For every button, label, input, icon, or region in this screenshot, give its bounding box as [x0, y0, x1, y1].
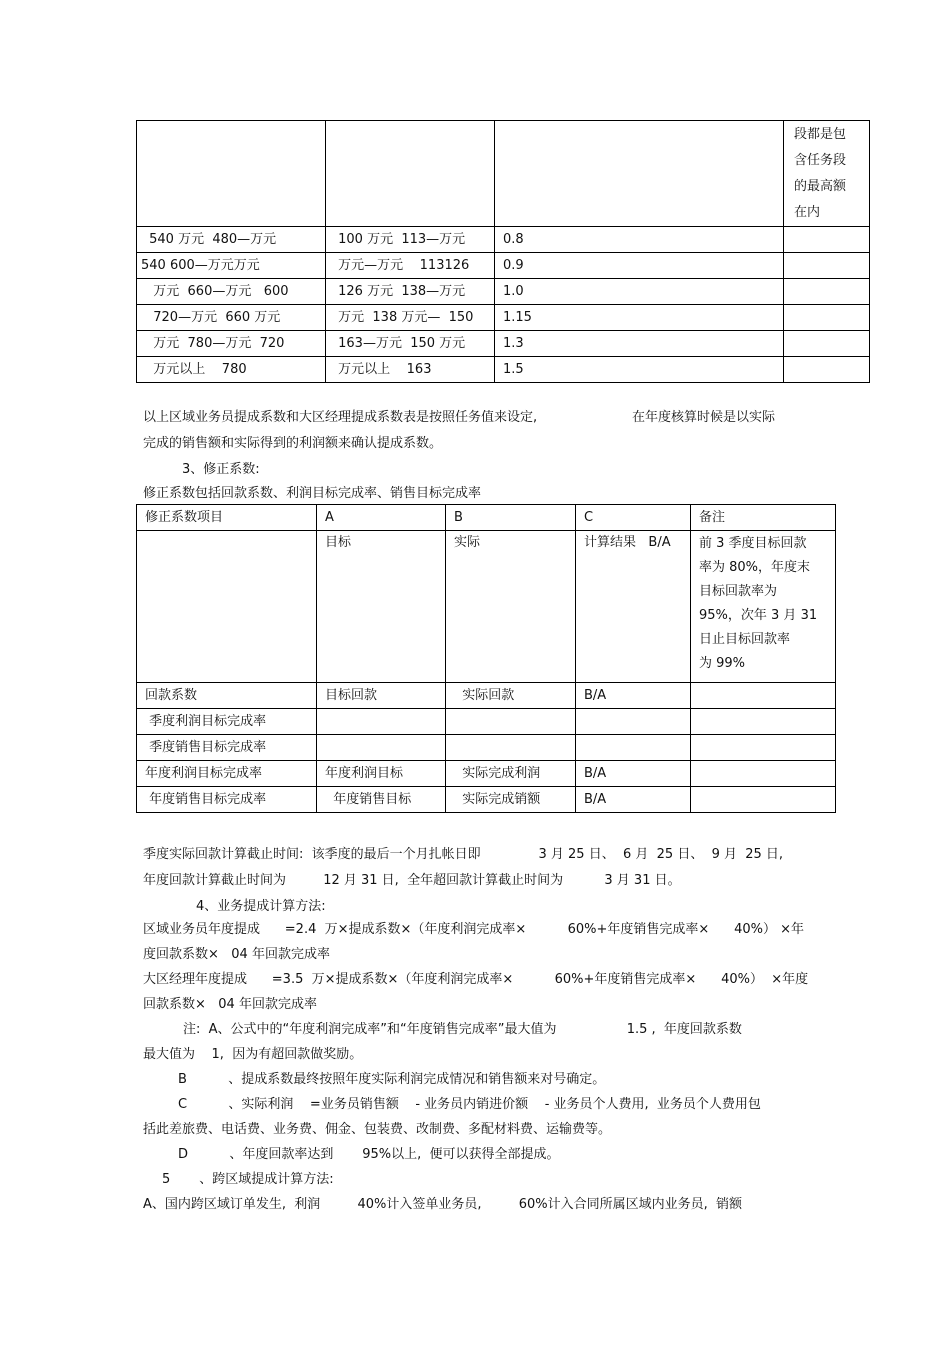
- section-heading: 3、修正系数:: [182, 462, 260, 477]
- correction-coefficient-table: [136, 504, 836, 813]
- table-header-row: [137, 505, 836, 531]
- table-cell: 万元 780—万元 720: [137, 331, 326, 357]
- paragraph-line: 年度回款计算截止时间为 12 月 31 日, 全年超回款计算截止时间为 3 月 31 日。: [143, 873, 681, 888]
- table-cell: 回款系数: [137, 683, 317, 709]
- table-cell: 0.8: [495, 227, 784, 253]
- table-note-cell: [784, 121, 870, 227]
- table-cell: [784, 331, 870, 357]
- paragraph-line: 最大值为 1, 因为有超回款做奖励。: [143, 1047, 363, 1062]
- cell-text: [145, 531, 316, 535]
- table-cell: 实际完成销额: [446, 787, 576, 813]
- table-cell: [784, 253, 870, 279]
- table-cell: 万元以上 780: [137, 357, 326, 383]
- remark-line: 日止目标回款率: [699, 632, 791, 647]
- table-cell: 1.15: [495, 305, 784, 331]
- table-cell: [317, 709, 446, 735]
- table-cell: [691, 683, 836, 709]
- table-cell: 1.5: [495, 357, 784, 383]
- paragraph-line: 以上区域业务员提成系数和大区经理提成系数表是按照任务值来设定,: [143, 410, 538, 425]
- table-cell: [691, 709, 836, 735]
- table-cell: 实际回款: [446, 683, 576, 709]
- table-cell: [576, 531, 691, 683]
- table-cell: [495, 121, 784, 227]
- table-row: [137, 121, 870, 227]
- paragraph-line: A、国内跨区域订单发生, 利润 40%计入签单业务员, 60%计入合同所属区域内业务员, 销额: [143, 1197, 742, 1212]
- table-row: [137, 331, 870, 357]
- table-row: [137, 279, 870, 305]
- table-cell: [446, 709, 576, 735]
- table-cell: [784, 305, 870, 331]
- remark-line: 为 99%: [699, 656, 746, 671]
- table-cell: [784, 227, 870, 253]
- table-cell: [691, 761, 836, 787]
- table-cell: [137, 121, 326, 227]
- table-row: [137, 531, 836, 683]
- table-header-cell: C: [576, 505, 691, 531]
- table-cell: 季度销售目标完成率: [137, 735, 317, 761]
- table-cell: 0.9: [495, 253, 784, 279]
- table-cell: 万元 660—万元 600: [137, 279, 326, 305]
- table-row: [137, 305, 870, 331]
- table-cell: B/A: [576, 787, 691, 813]
- table-row: [137, 735, 836, 761]
- paragraph-line: 回款系数× 04 年回款完成率: [143, 997, 317, 1012]
- table-row: [137, 227, 870, 253]
- remark-line: 目标回款率为: [699, 584, 778, 599]
- cell-text: 目标: [325, 535, 352, 550]
- table-cell: [576, 735, 691, 761]
- table-cell: 126 万元 138—万元: [326, 279, 495, 305]
- commission-coefficient-table: [136, 120, 870, 383]
- table-cell: 年度利润目标: [317, 761, 446, 787]
- table-cell: 目标回款: [317, 683, 446, 709]
- paragraph-line: D 、年度回款率达到 95%以上, 便可以获得全部提成。: [178, 1147, 560, 1162]
- note-line: 含任务段: [794, 153, 847, 168]
- remark-line: 前 3 季度目标回款: [699, 536, 807, 551]
- table-cell: [446, 735, 576, 761]
- table-row: [137, 709, 836, 735]
- table-cell: [326, 121, 495, 227]
- table-cell: [137, 531, 317, 683]
- remark-line: 率为 80%，年度末: [699, 560, 811, 575]
- table-row: [137, 761, 836, 787]
- table-cell: 540 万元 480—万元: [137, 227, 326, 253]
- paragraph-line: 区域业务员年度提成 =2.4 万×提成系数×（年度利润完成率× 60%+年度销售完成率× 40%） ×年: [143, 922, 805, 937]
- cell-text: 实际: [454, 535, 481, 550]
- note-line: 在内: [794, 205, 821, 220]
- note-line: 段都是包: [794, 127, 847, 142]
- paragraph-line: 大区经理年度提成 =3.5 万×提成系数×（年度利润完成率× 60%+年度销售完成率× 40%） ×年度: [143, 972, 809, 987]
- table-cell: 1.0: [495, 279, 784, 305]
- paragraph-line: 修正系数包括回款系数、利润目标完成率、销售目标完成率: [143, 486, 482, 501]
- table-cell: 年度利润目标完成率: [137, 761, 317, 787]
- table-cell: 720—万元 660 万元: [137, 305, 326, 331]
- table-cell: [317, 735, 446, 761]
- table-header-cell: 备注: [691, 505, 836, 531]
- table-cell: [784, 279, 870, 305]
- paragraph-line: 注: A、公式中的“年度利润完成率”和“年度销售完成率”最大值为 1.5 , 年度回款系数: [183, 1022, 742, 1037]
- table-row: [137, 253, 870, 279]
- table-header-cell: A: [317, 505, 446, 531]
- cell-text: 计算结果 B/A: [584, 535, 671, 550]
- table-cell: B/A: [576, 761, 691, 787]
- table-cell: 年度销售目标: [317, 787, 446, 813]
- table-cell: [691, 787, 836, 813]
- table-cell: 540 600—万元万元: [137, 253, 326, 279]
- table-cell: [784, 357, 870, 383]
- remark-cell: [691, 531, 836, 683]
- table-cell: [576, 709, 691, 735]
- table-cell: 1.3: [495, 331, 784, 357]
- table-row: [137, 787, 836, 813]
- paragraph-line: 度回款系数× 04 年回款完成率: [143, 947, 330, 962]
- table-row: [137, 683, 836, 709]
- section-heading: 4、业务提成计算方法:: [196, 899, 326, 914]
- table-cell: 万元以上 163: [326, 357, 495, 383]
- paragraph-line: C 、实际利润 =业务员销售额 - 业务员内销进价额 - 业务员个人费用, 业务员个人费用包: [178, 1097, 761, 1112]
- table-cell: 163—万元 150 万元: [326, 331, 495, 357]
- table-row: [137, 357, 870, 383]
- table-cell: 100 万元 113—万元: [326, 227, 495, 253]
- table-cell: 年度销售目标完成率: [137, 787, 317, 813]
- table-cell: [446, 531, 576, 683]
- remark-line: 95%，次年 3 月 31: [699, 608, 818, 623]
- paragraph-line: 括此差旅费、电话费、业务费、佣金、包装费、改制费、多配材料费、运输费等。: [143, 1122, 612, 1137]
- paragraph-line: 完成的销售额和实际得到的利润额来确认提成系数。: [143, 436, 443, 451]
- section-heading: 5 、跨区域提成计算方法:: [162, 1172, 334, 1187]
- table-cell: 季度利润目标完成率: [137, 709, 317, 735]
- table-cell: [691, 735, 836, 761]
- paragraph-line: 在年度核算时候是以实际: [632, 410, 776, 425]
- table-header-cell: 修正系数项目: [137, 505, 317, 531]
- paragraph-line: 季度实际回款计算截止时间: 该季度的最后一个月扎帐日即 3 月 25 日、 6 月 25 日、 9 月 25 日,: [143, 847, 784, 862]
- table-cell: 万元 138 万元— 150: [326, 305, 495, 331]
- table-cell: 万元—万元 113126: [326, 253, 495, 279]
- paragraph-line: B 、提成系数最终按照年度实际利润完成情况和销售额来对号确定。: [178, 1072, 606, 1087]
- table-header-cell: B: [446, 505, 576, 531]
- table-cell: 实际完成利润: [446, 761, 576, 787]
- table-cell: [317, 531, 446, 683]
- note-line: 的最高额: [794, 179, 847, 194]
- table-cell: B/A: [576, 683, 691, 709]
